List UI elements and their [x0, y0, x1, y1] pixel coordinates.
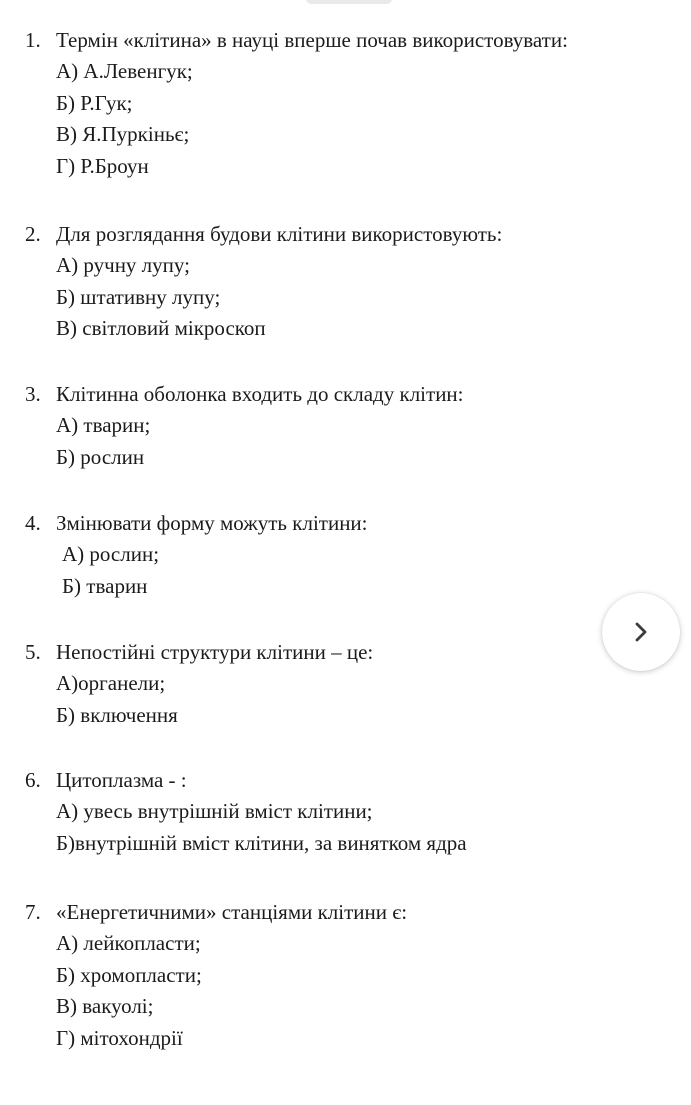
- question-line: [0, 507, 691, 539]
- question-2: [0, 218, 691, 345]
- answer-option-b: Б) хромопласти;: [56, 962, 202, 987]
- question-5: [0, 636, 691, 731]
- answer-option-b: Б) включення: [56, 702, 178, 727]
- question-number: 1.: [25, 28, 41, 52]
- answer-option-c: В) Я.Пуркіньє;: [56, 122, 190, 146]
- question-text: Непостійні структури клітини – це:: [56, 640, 374, 664]
- question-6: [0, 764, 691, 859]
- question-text: Цитоплазма - :: [56, 768, 187, 792]
- answer-option-a: А) ручну лупу;: [56, 253, 190, 277]
- question-number: 4.: [25, 511, 41, 535]
- answer-option-b: Б) тварин: [62, 573, 148, 598]
- answer-option-b: Б) штативну лупу;: [56, 284, 221, 309]
- top-edge-mark: [306, 0, 392, 4]
- answer-option-c: В) вакуолі;: [56, 994, 154, 1018]
- answer-option-a: А) рослин;: [62, 542, 160, 566]
- question-line: [0, 764, 691, 796]
- question-number: 3.: [25, 382, 41, 406]
- answer-option-b: Б) рослин: [56, 444, 145, 469]
- question-7: [0, 896, 691, 1054]
- question-number: 7.: [25, 900, 41, 924]
- question-number: 5.: [25, 640, 41, 664]
- answer-option-b: Б) Р.Гук;: [56, 90, 133, 115]
- question-1: [0, 24, 691, 182]
- question-line: [0, 896, 691, 928]
- answer-option-d: Г) мітохондрії: [56, 1025, 183, 1050]
- chevron-right-icon: [630, 621, 652, 643]
- answer-option-a: А) увесь внутрішній вміст клітини;: [56, 799, 373, 823]
- answer-option-d: Г) Р.Броун: [56, 153, 149, 178]
- answer-option-a: А) лейкопласти;: [56, 931, 201, 955]
- next-page-button[interactable]: [602, 593, 680, 671]
- answer-option-a: А) тварин;: [56, 413, 151, 437]
- question-text: Термін «клітина» в науці вперше почав використовувати:: [56, 28, 568, 52]
- question-text: Клітинна оболонка входить до складу клітин:: [56, 382, 464, 406]
- question-text: Для розглядання будови клітини використовують:: [56, 222, 503, 246]
- question-line: [0, 218, 691, 250]
- question-3: [0, 378, 691, 473]
- question-line: [0, 24, 691, 56]
- answer-option-c: В) світловий мікроскоп: [56, 316, 266, 340]
- answer-option-a: А) А.Левенгук;: [56, 59, 193, 83]
- question-text: «Енергетичними» станціями клітини є:: [56, 900, 408, 924]
- question-line: [0, 636, 691, 668]
- answer-option-a: А)органели;: [56, 671, 166, 695]
- question-number: 6.: [25, 768, 41, 792]
- question-number: 2.: [25, 222, 41, 246]
- question-text: Змінювати форму можуть клітини:: [56, 511, 368, 535]
- question-line: [0, 378, 691, 410]
- question-4: [0, 507, 691, 602]
- answer-option-b: Б)внутрішній вміст клітини, за винятком ядра: [56, 830, 467, 855]
